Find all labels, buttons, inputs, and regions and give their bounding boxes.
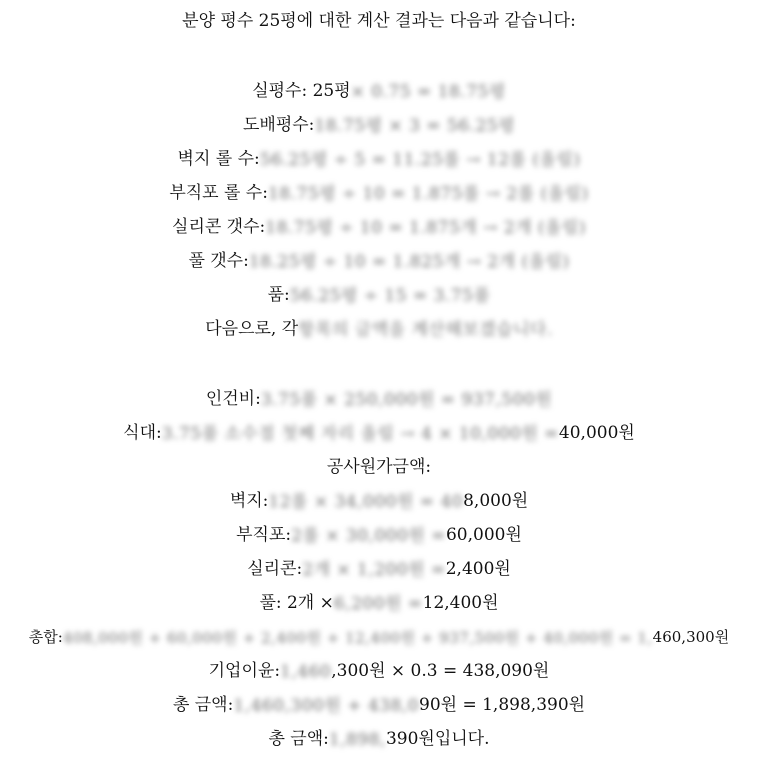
area-line-wallpaper-rolls [0,148,758,171]
redacted-text: 1,460 [280,661,332,682]
line-tail: 60,000원 [445,525,522,545]
line-label: 기업이윤: [208,661,281,681]
cost-line-profit [0,660,758,683]
redacted-text: × 0.75 = 18.75평 [350,81,506,102]
area-line-real-pyeong [0,80,758,103]
cost-line-meals [0,422,758,445]
line-label: 벽지 롤 수: [177,149,260,169]
line-tail: 2,400원 [445,559,511,579]
redacted-text: 18.75평 ÷ 10 = 1.875롤 → 2롤 (올림) [267,183,589,204]
redacted-text: 56.25평 ÷ 5 = 11.25롤 → 12롤 (올림) [259,149,581,170]
intro-line: 분양 평수 25평에 대한 계산 결과는 다음과 같습니다: [182,11,576,31]
redacted-text: 1,898, [328,729,386,750]
line-label: 실리콘: [247,559,303,579]
line-label: 다음으로, 각 [205,319,299,339]
line-label: 식대: [123,423,162,443]
line-label: 도배평수: [242,115,315,135]
redacted-text: 2롤 × 30,000원 = [291,525,446,546]
area-line-silicone-count [0,216,758,239]
cost-line-grand-sum [0,694,758,717]
line-tail: 90원 = 1,898,390원 [419,695,586,715]
cost-heading [0,456,758,478]
cost-line-nonwoven [0,524,758,547]
line-tail: 390원입니다. [385,729,490,749]
cost-line-silicone [0,558,758,581]
line-label: 실리콘 갯수: [172,217,266,237]
line-label: 풀 갯수: [188,251,249,271]
line-label: 공사원가금액: [326,457,432,477]
line-label: 부직포 롤 수: [169,183,268,203]
redacted-text: 18.75평 × 3 = 56.25평 [314,115,516,136]
line-label: 총 금액: [268,729,329,749]
cost-line-glue [0,592,758,615]
redacted-text: 1,460,300원 + 438,0 [233,695,420,716]
redacted-text: 408,000원 + 60,000원 + 2,400원 + 12,400원 + 937,500원 + 40,000원 = 1, [62,629,653,647]
line-tail: 40,000원 [558,423,635,443]
area-line-labor-units [0,284,758,307]
line-label: 인건비: [205,389,261,409]
line-label: 총 금액: [172,695,234,715]
redacted-text: 12롤 × 34,000원 = 40 [268,491,464,512]
redacted-text: 2개 × 1,200원 = [302,559,446,580]
line-tail: 460,300원 [652,628,730,646]
redacted-text: 56.25평 ÷ 15 = 3.75품 [289,285,491,306]
redacted-text: 18.75평 ÷ 10 = 1.875개 → 2개 (올림) [265,217,586,238]
line-label: 총합: [28,628,63,646]
line-label: 부직포: [236,525,292,545]
redacted-text: 3.75품 × 250,000원 = 937,500원 [260,389,553,410]
line-label: 벽지: [229,491,269,511]
line-label: 실평수: 25평 [252,81,351,101]
line-label: 품: [267,285,290,305]
transition-line [0,318,758,341]
area-line-glue-count [0,250,758,273]
line-label: 풀: 2개 × [259,593,334,613]
redacted-text: 18.25평 ÷ 10 = 1.825개 → 2개 (올림) [248,251,570,272]
line-tail: ,300원 × 0.3 = 438,090원 [331,661,550,681]
area-line-nonwoven-rolls [0,182,758,205]
line-tail: 8,000원 [463,491,529,511]
cost-line-wallpaper [0,490,758,513]
redacted-text: 항목의 금액을 계산해보겠습니다. [298,319,553,340]
redacted-text: 6,200원 = [333,593,423,614]
line-tail: 12,400원 [422,593,499,613]
redacted-text: 3.75품 소수점 첫째 자리 올림 → 4 × 10,000원 = [161,423,559,444]
final-amount-line [0,728,758,751]
cost-line-total [0,626,758,649]
area-line-wallpaper-pyeong [0,114,758,137]
cost-line-labor [0,388,758,411]
